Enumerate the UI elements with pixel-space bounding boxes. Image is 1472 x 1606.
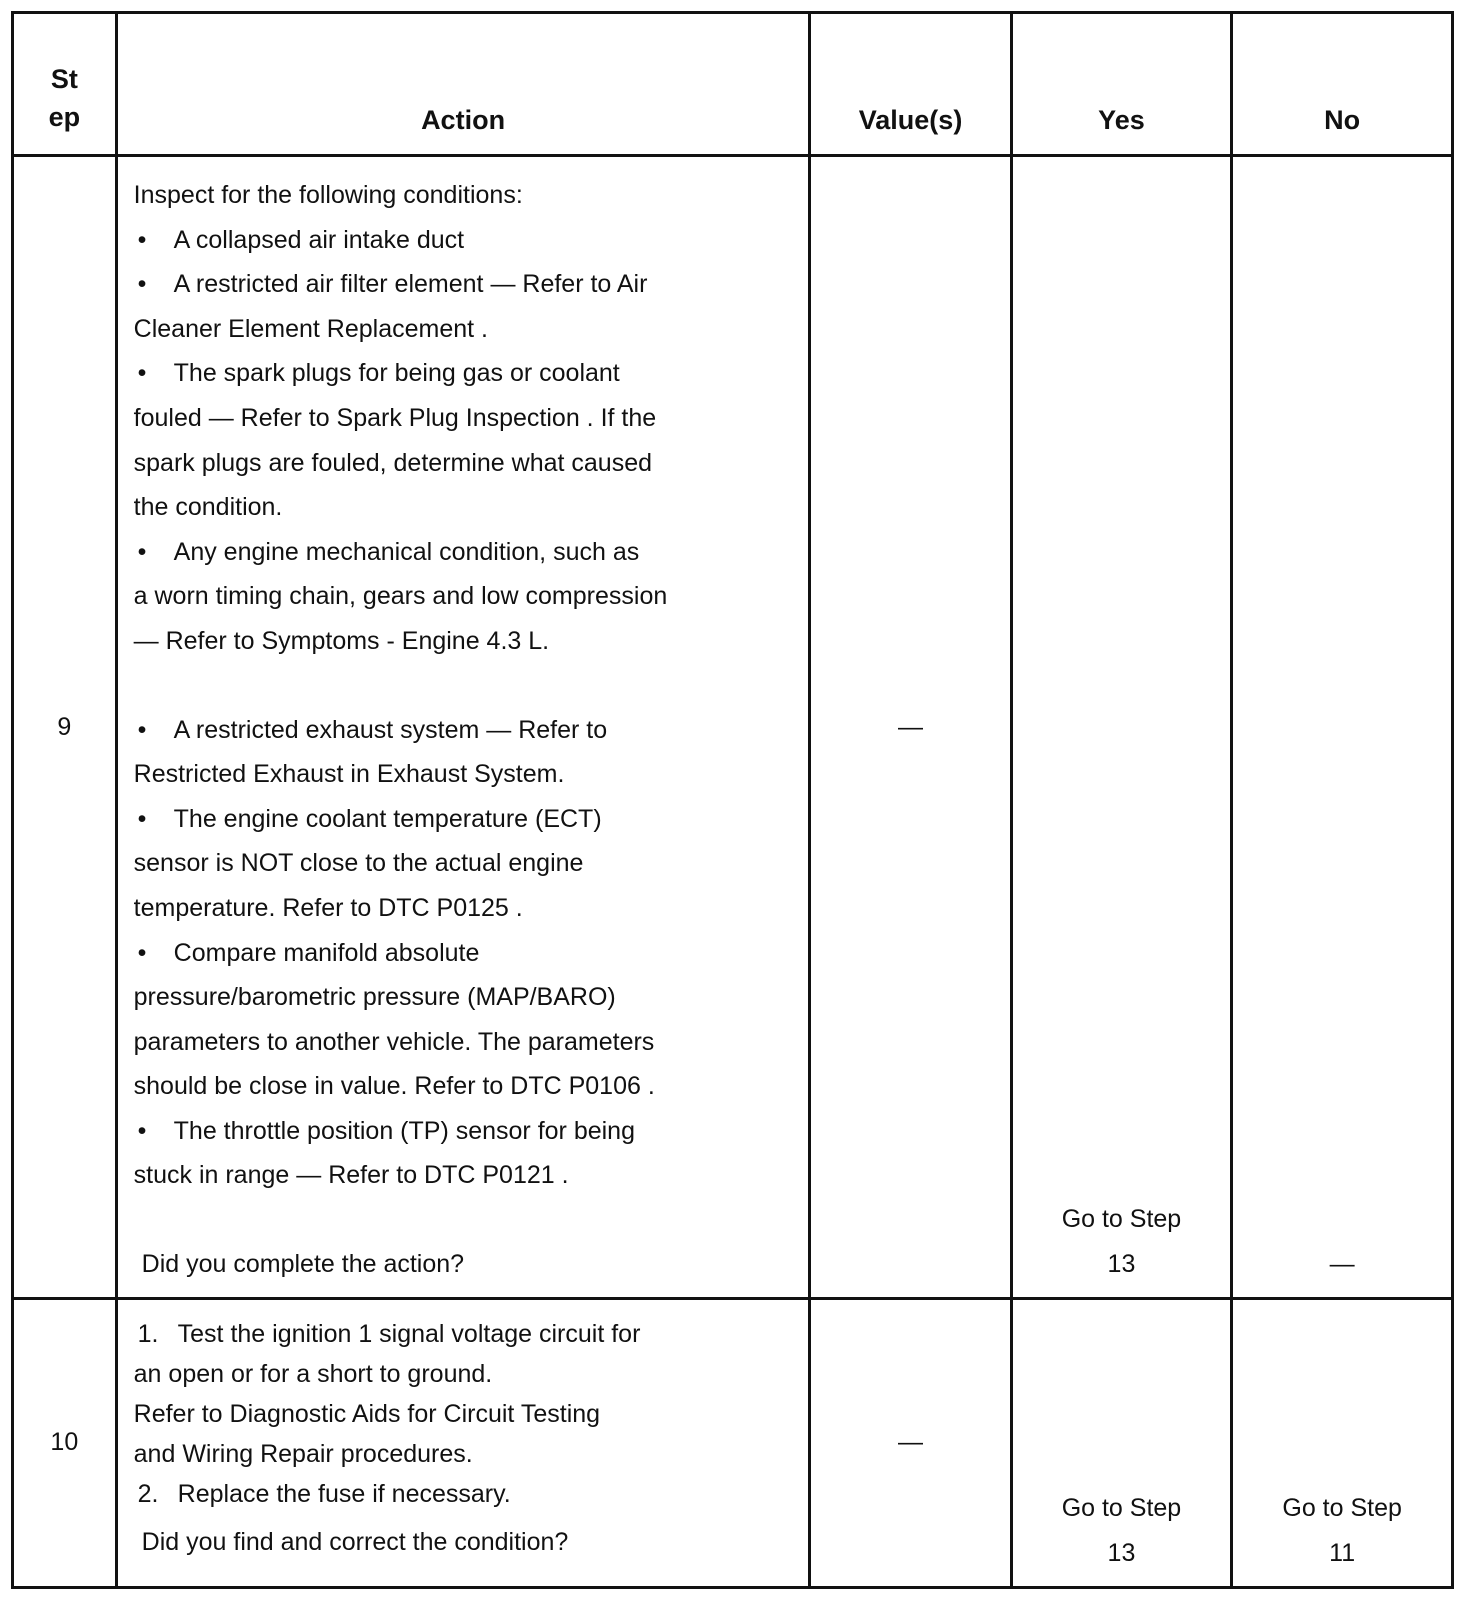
- list-item-cont: temperature. Refer to DTC P0125 .: [133, 893, 523, 922]
- step-number: 9: [13, 156, 117, 1299]
- action-cell: [116, 1298, 810, 1587]
- list-item: • Any engine mechanical condition, such as: [134, 530, 799, 575]
- list-item-cont: the condition.: [133, 493, 283, 522]
- header-step: [13, 13, 117, 156]
- header-action: Action: [116, 13, 810, 156]
- header-row: [13, 13, 1453, 156]
- list-item: • A restricted air filter element — Refer to Air: [134, 262, 799, 307]
- yes-goto-step: 13: [1107, 1539, 1136, 1568]
- list-item: • Compare manifold absolute: [134, 931, 799, 976]
- header-no: No: [1232, 13, 1453, 156]
- header-step-line2: ep: [48, 102, 81, 132]
- step-number: 10: [13, 1298, 117, 1587]
- no-cell: [1232, 1298, 1453, 1587]
- yes-cell: [1011, 1298, 1232, 1587]
- diagnostic-table: [11, 11, 1454, 1589]
- list-item-cont: and Wiring Repair procedures.: [133, 1439, 473, 1468]
- list-item-cont: fouled — Refer to Spark Plug Inspection . If the: [133, 403, 657, 432]
- list-item: • A collapsed air intake duct: [134, 218, 799, 263]
- list-item: • The spark plugs for being gas or coolant: [134, 351, 799, 396]
- list-item-cont: an open or for a short to ground.: [133, 1359, 493, 1388]
- list-item: • The engine coolant temperature (ECT): [134, 797, 799, 842]
- list-item-cont: spark plugs are fouled, determine what caused: [133, 448, 653, 477]
- table-row: [13, 1298, 1453, 1587]
- list-item-cont: sensor is NOT close to the actual engine: [133, 849, 584, 878]
- list-item-cont: should be close in value. Refer to DTC P0106 .: [133, 1072, 655, 1101]
- list-item-cont: a worn timing chain, gears and low compression: [133, 582, 668, 611]
- action-question: Did you find and correct the condition?: [141, 1527, 569, 1556]
- action-intro: Inspect for the following conditions:: [133, 181, 523, 209]
- list-item: Test the ignition 1 signal voltage circuit for: [177, 1319, 641, 1348]
- header-values: Value(s): [810, 13, 1011, 156]
- header-step-line1: St: [50, 64, 78, 94]
- list-item-cont: parameters to another vehicle. The parameters: [133, 1027, 655, 1056]
- table-row: [13, 156, 1453, 1299]
- yes-goto-step: 13: [1107, 1250, 1136, 1279]
- list-number: 1.: [137, 1319, 159, 1348]
- no-cell: —: [1232, 156, 1453, 1299]
- list-item-cont: pressure/barometric pressure (MAP/BARO): [133, 983, 616, 1012]
- list-item-cont: Restricted Exhaust in Exhaust System.: [133, 760, 565, 789]
- list-item-cont: stuck in range — Refer to DTC P0121 .: [133, 1161, 569, 1190]
- list-item: • A restricted exhaust system — Refer to: [134, 708, 799, 753]
- value-cell: —: [810, 156, 1011, 1299]
- value-cell: —: [810, 1298, 1011, 1587]
- yes-goto-label: Go to Step: [1061, 1494, 1182, 1523]
- no-goto-step: 11: [1329, 1539, 1356, 1568]
- no-goto-label: Go to Step: [1282, 1494, 1402, 1523]
- action-cell: [116, 156, 810, 1299]
- list-number: 2.: [137, 1479, 159, 1508]
- header-yes: Yes: [1011, 13, 1232, 156]
- list-item-cont: Cleaner Element Replacement .: [133, 314, 489, 343]
- list-item: • The throttle position (TP) sensor for being: [134, 1109, 799, 1154]
- action-question: Did you complete the action?: [141, 1250, 465, 1279]
- yes-cell: [1011, 156, 1232, 1299]
- yes-goto-label: Go to Step: [1061, 1205, 1182, 1234]
- list-item: Replace the fuse if necessary.: [177, 1479, 511, 1508]
- list-item-cont: Refer to Diagnostic Aids for Circuit Testing: [133, 1399, 601, 1428]
- list-item-cont: — Refer to Symptoms - Engine 4.3 L.: [133, 626, 550, 655]
